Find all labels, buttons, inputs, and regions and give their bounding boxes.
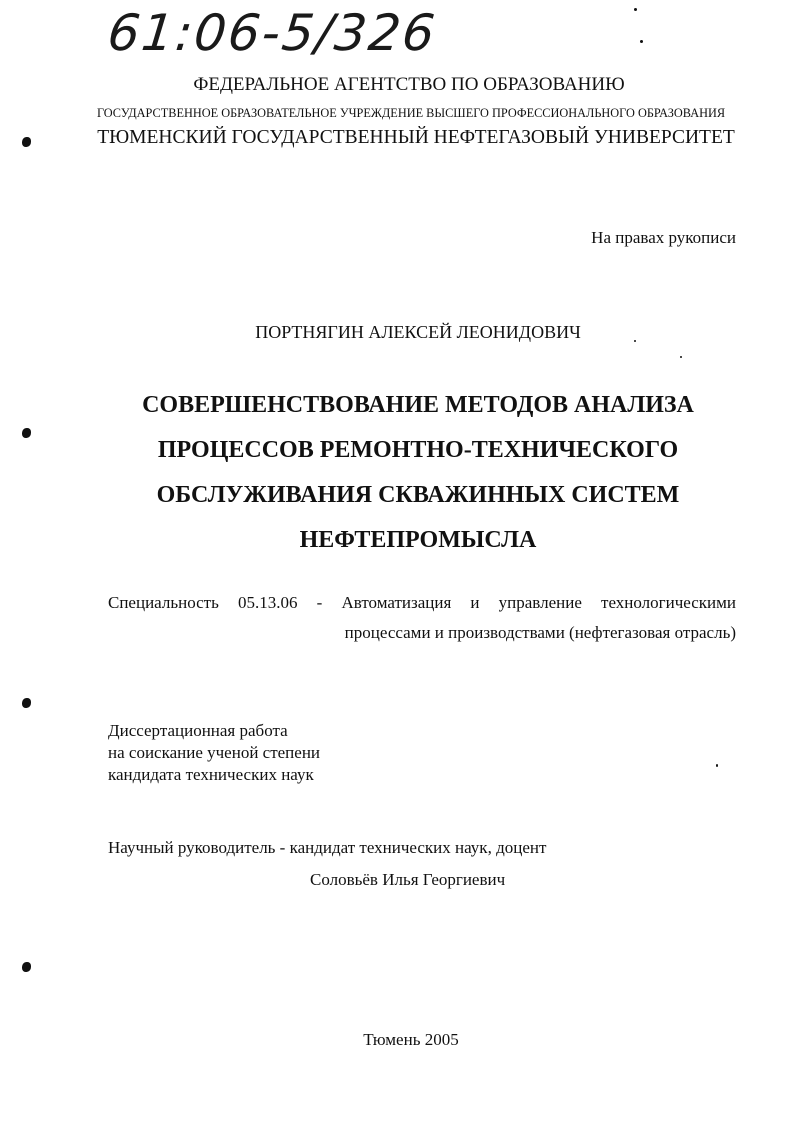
binding-hole-mark: [22, 137, 31, 147]
scan-speck: [680, 356, 682, 358]
supervisor-name: Соловьёв Илья Георгиевич: [310, 870, 506, 889]
specialty-block: [108, 588, 736, 648]
dissertation-line: Диссертационная работа: [108, 721, 288, 740]
scan-speck: [640, 40, 643, 43]
title-line: ПРОЦЕССОВ РЕМОНТНО-ТЕХНИЧЕСКОГО: [157, 437, 679, 463]
supervisor-role: Научный руководитель - кандидат технических наук, доцент: [108, 838, 547, 857]
university-name: ТЮМЕНСКИЙ ГОСУДАРСТВЕННЫЙ НЕФТЕГАЗОВЫЙ УНИВЕРСИТЕТ: [97, 127, 735, 148]
city-year: Тюмень 2005: [363, 1030, 459, 1049]
institution-name: ГОСУДАРСТВЕННОЕ ОБРАЗОВАТЕЛЬНОЕ УЧРЕЖДЕНИЕ ВЫСШЕГО ПРОФЕССИОНАЛЬНОГО ОБРАЗОВАНИЯ: [96, 106, 726, 120]
scan-speck: [716, 764, 718, 767]
dissertation-title: [0, 383, 792, 563]
rights-notice: На правах рукописи: [591, 228, 736, 247]
agency-name: ФЕДЕРАЛЬНОЕ АГЕНТСТВО ПО ОБРАЗОВАНИЮ: [193, 74, 625, 95]
specialty-line: процессами и производствами (нефтегазовая отрасль): [344, 623, 736, 642]
dissertation-line: на соискание ученой степени: [108, 743, 321, 762]
title-line: НЕФТЕПРОМЫСЛА: [299, 527, 537, 553]
title-line: ОБСЛУЖИВАНИЯ СКВАЖИННЫХ СИСТЕМ: [156, 482, 680, 508]
binding-hole-mark: [22, 698, 31, 708]
handwritten-catalog-code: 61:06-5/326: [104, 4, 440, 62]
specialty-line: Специальность 05.13.06 - Автоматизация и управление технологическими: [108, 593, 736, 612]
dissertation-type-block: [108, 720, 320, 786]
binding-hole-mark: [22, 962, 31, 972]
scan-speck: [634, 340, 636, 342]
binding-hole-mark: [22, 428, 31, 438]
author-name: ПОРТНЯГИН АЛЕКСЕЙ ЛЕОНИДОВИЧ: [255, 322, 581, 342]
scan-speck: [634, 8, 637, 11]
title-line: СОВЕРШЕНСТВОВАНИЕ МЕТОДОВ АНАЛИЗА: [142, 392, 694, 418]
dissertation-line: кандидата технических наук: [108, 765, 314, 784]
